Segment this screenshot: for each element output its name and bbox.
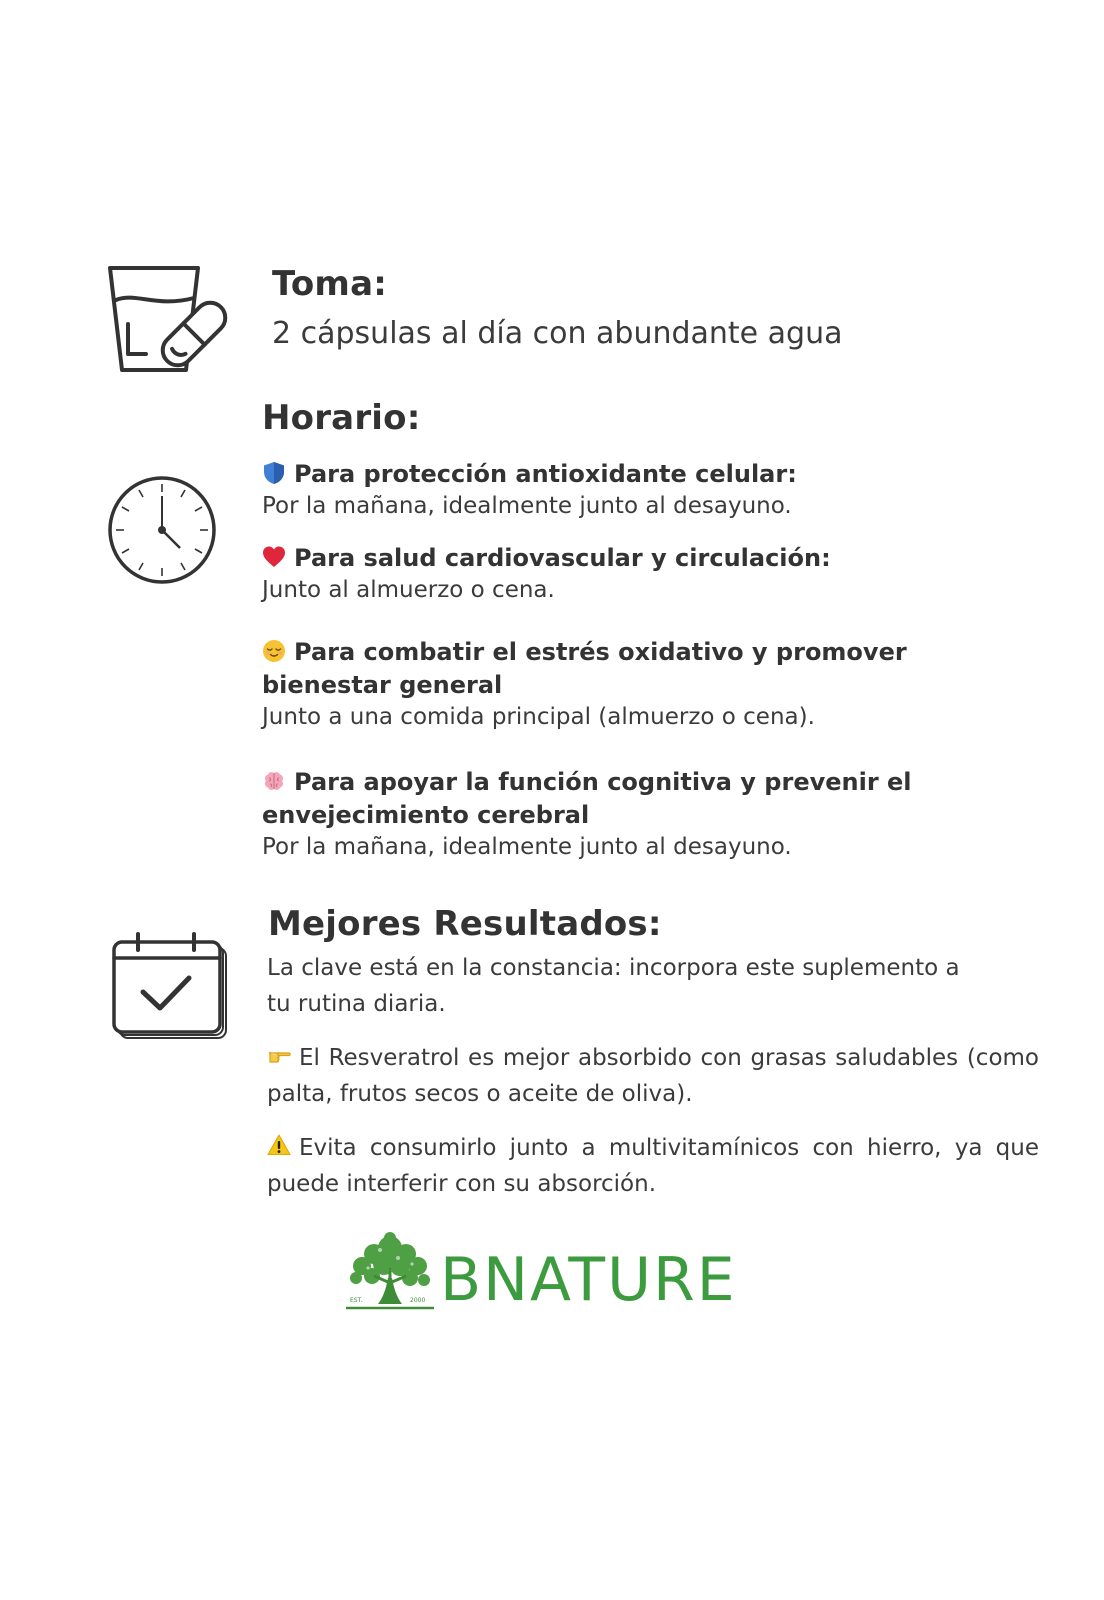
horario-item <box>262 636 942 732</box>
blue-shield-icon <box>262 461 286 485</box>
resultados-intro: La clave está en la constancia: incorpora este suplemento a tu rutina diaria. <box>267 955 960 1017</box>
horario-item-text: Junto a una comida principal (almuerzo o cena). <box>262 704 815 730</box>
horario-item-title: Para combatir el estrés oxidativo y promover bienestar general <box>262 638 907 699</box>
warning-icon <box>267 1133 291 1157</box>
glass-pill-icon <box>106 262 232 376</box>
relieved-face-icon <box>262 639 286 663</box>
clock-icon <box>106 474 218 586</box>
horario-item-title: Para protección antioxidante celular: <box>294 460 797 488</box>
brand-name: BNATURE <box>440 1245 737 1315</box>
horario-item <box>262 542 1082 605</box>
horario-title: Horario: <box>262 398 421 438</box>
resultados-tip-text: El Resveratrol es mejor absorbido con grasas saludables (como palta, frutos secos o aceite de oliva). <box>267 1045 1039 1107</box>
toma-text: 2 cápsulas al día con abundante agua <box>272 316 843 351</box>
resultados-tip-text: Evita consumirlo junto a multivitamínicos con hierro, ya que puede interferir con su absorción. <box>267 1135 1039 1197</box>
brand-year: 2000 <box>410 1297 426 1304</box>
horario-item-title: Para apoyar la función cognitiva y prevenir el envejecimiento cerebral <box>262 768 912 829</box>
resultados-tip <box>267 1040 1039 1112</box>
resultados-title: Mejores Resultados: <box>268 904 662 944</box>
toma-title: Toma: <box>272 264 388 304</box>
resultados-tip <box>267 1130 1039 1202</box>
brain-icon <box>262 769 286 793</box>
red-heart-icon <box>262 545 286 569</box>
calendar-check-icon <box>110 932 230 1042</box>
horario-item-text: Por la mañana, idealmente junto al desayuno. <box>262 834 792 860</box>
brand-logo <box>344 1232 744 1322</box>
horario-item-title: Para salud cardiovascular y circulación: <box>294 544 831 572</box>
horario-item-text: Por la mañana, idealmente junto al desayuno. <box>262 493 792 519</box>
pointing-hand-icon <box>267 1043 291 1067</box>
horario-item <box>262 766 942 862</box>
tree-logo-icon <box>344 1232 436 1318</box>
horario-item <box>262 458 1082 521</box>
brand-est: EST. <box>350 1297 363 1304</box>
horario-item-text: Junto al almuerzo o cena. <box>262 577 555 603</box>
